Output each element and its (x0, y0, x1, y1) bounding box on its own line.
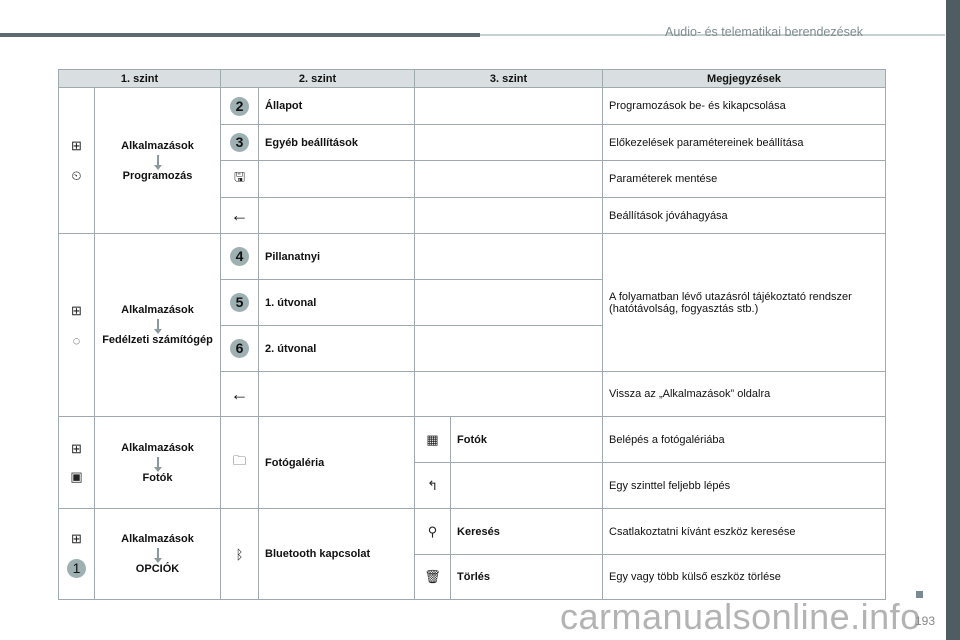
menu-item[interactable]: 2. útvonal (259, 326, 415, 372)
apps-icons (59, 88, 95, 234)
note: Egy vagy több külső eszköz törlése (603, 555, 886, 600)
header-level3: 3. szint (415, 70, 603, 88)
note: Programozások be- és kikapcsolása (603, 88, 886, 125)
folder-icon: 🗀 (221, 417, 259, 509)
menu-item[interactable]: Egyéb beállítások (259, 125, 415, 161)
bluetooth-icon: ᛒ (221, 509, 259, 600)
arrow-down-icon (157, 155, 159, 167)
apps-grid-icon: ⊞ (71, 302, 82, 318)
header-level1: 1. szint (59, 70, 221, 88)
note: Csatlakoztatni kívánt eszköz keresése (603, 509, 886, 555)
level1-target: Fedélzeti számítógép (102, 334, 213, 346)
badge-4: 4 (230, 247, 249, 266)
badge-6: 6 (230, 339, 249, 358)
menu-item[interactable]: Törlés (451, 555, 603, 600)
search-icon[interactable]: ⚲ (415, 509, 451, 555)
note: Paraméterek mentése (603, 161, 886, 198)
level1-target: OPCIÓK (135, 563, 180, 575)
menu-table (58, 69, 886, 600)
level2-item[interactable]: Fotógaléria (259, 417, 415, 509)
menu-item[interactable]: Állapot (259, 88, 415, 125)
level2-item[interactable]: Bluetooth kapcsolat (259, 509, 415, 600)
note: Beállítások jóváhagyása (603, 198, 886, 234)
apps-grid-icon: ⊞ (71, 530, 82, 546)
level1-target: Fotók (142, 471, 173, 484)
note: A folyamatban lévő utazásról tájékoztató rendszer (hatótávolság, fogyasztás stb.) (603, 234, 886, 372)
badge-1: 1 (67, 559, 86, 578)
badge-2: 2 (230, 97, 249, 116)
level1-apps: Alkalmazások (121, 304, 194, 316)
note: Vissza az „Alkalmazások” oldalra (603, 372, 886, 417)
level1-apps: Alkalmazások (121, 533, 194, 545)
header-rule (0, 33, 480, 37)
apps-grid-icon: ⊞ (71, 137, 82, 153)
header-level2: 2. szint (221, 70, 415, 88)
level1-target: Programozás (122, 169, 193, 182)
arrow-down-icon (157, 457, 159, 469)
back-arrow-icon[interactable]: ← (221, 372, 259, 417)
trash-icon[interactable]: 🗑 (415, 555, 451, 600)
badge-5: 5 (230, 293, 249, 312)
arrow-down-icon (157, 319, 159, 331)
level-up-icon[interactable]: ↰ (415, 463, 451, 509)
arrow-down-icon (157, 548, 159, 560)
apps-grid-icon: ⊞ (71, 440, 82, 456)
watermark: carmanualsonline.info (560, 596, 921, 637)
menu-item[interactable]: Keresés (451, 509, 603, 555)
photos-icon: ▣ (70, 468, 83, 484)
back-arrow-icon[interactable]: ← (221, 198, 259, 234)
header-notes: Megjegyzések (603, 70, 886, 88)
page-number: 193 (915, 614, 936, 628)
level1-apps: Alkalmazások (121, 139, 194, 152)
trip-computer-icon: ◌ (72, 332, 81, 348)
badge-3: 3 (230, 133, 249, 152)
level1-apps: Alkalmazások (121, 441, 194, 454)
menu-item[interactable]: Fotók (451, 417, 603, 463)
thumbnail-grid-icon[interactable]: ▦ (415, 417, 451, 463)
note: Előkezelések paramétereinek beállítása (603, 125, 886, 161)
menu-item[interactable]: Pillanatnyi (259, 234, 415, 280)
note: Belépés a fotógalériába (603, 417, 886, 463)
menu-item[interactable]: 1. útvonal (259, 280, 415, 326)
save-icon[interactable]: 🖫 (221, 161, 259, 198)
climate-timer-icon: ⏲ (71, 167, 82, 183)
page-edge-bar (946, 0, 960, 640)
note: Egy szinttel feljebb lépés (603, 463, 886, 509)
section-title: Audio- és telematikai berendezések (665, 25, 864, 39)
